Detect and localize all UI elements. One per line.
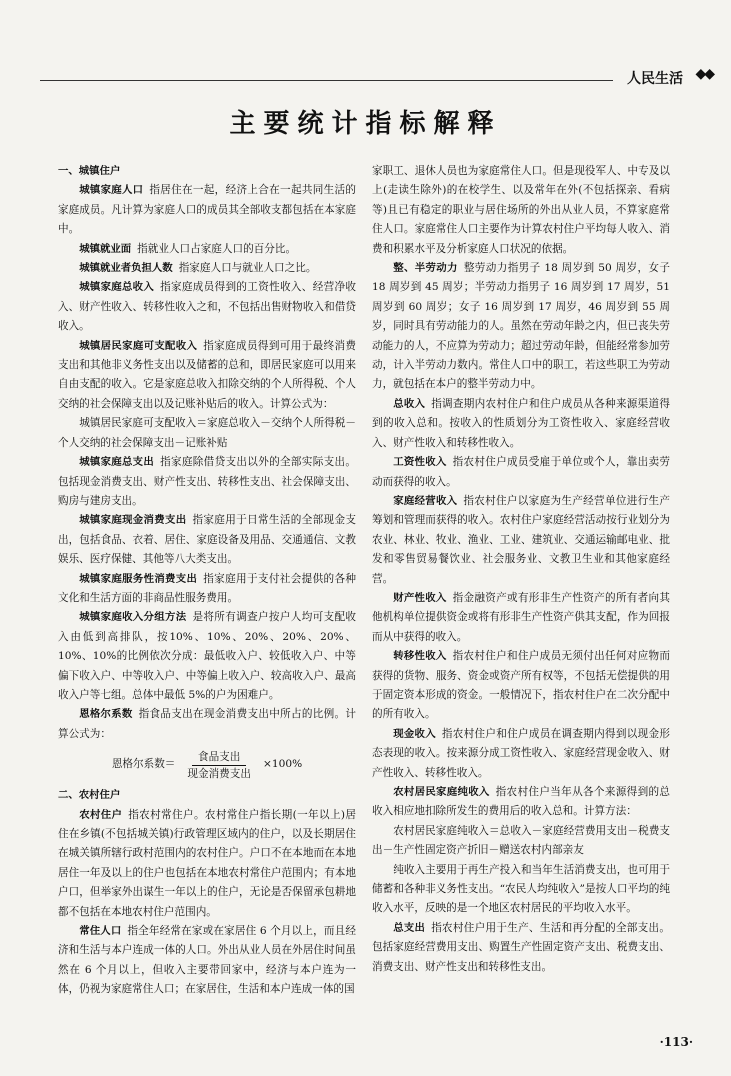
- paragraph: 常住人口 指全年经常在家或在家居住 6 个月以上，而且经济和生活与本户连成一体的人口。外出从业人员在外居住时间虽然在 6 个月以上，但收入主要带回家中，经济与本户连为一体，仍视为家庭常住人口；在家居住，生活和本户连成一体的国: [58, 925, 356, 996]
- paragraph: 城镇家庭人口 指居住在一起，经济上合在一起共同生活的家庭成员。凡计算为家庭人口的成员其全部收支都包括在本家庭中。: [58, 184, 356, 236]
- paragraph: 转移性收入 指农村住户和住户成员无须付出任何对应物而获得的货物、服务、资金或资产所有权等，不包括无偿提供的用于固定资本形成的资金。一般情况下，指农村住户在二次分配中的所有收入。: [372, 650, 671, 721]
- paragraph: 工资性收入 指农村住户成员受雇于单位或个人，靠出卖劳动而获得的收入。: [372, 456, 671, 488]
- formula-fraction: [181, 749, 257, 782]
- engel-formula: [58, 746, 356, 784]
- right-column: [372, 162, 670, 977]
- page-title: 主要统计指标解释: [229, 109, 502, 139]
- paragraph: 财产性收入 指金融资产或有形非生产性资产的所有者向其他机构单位提供资金或将有形非生产性资产供其支配，作为回报而从中获得的收入。: [372, 591, 671, 643]
- page-number: ·113·: [659, 1035, 693, 1049]
- paragraph: 农村居民家庭纯收入 指农村住户当年从各个来源得到的总收入相应地扣除所发生的费用后的收入总和。计算方法：: [372, 786, 671, 818]
- paragraph: 城镇就业面 指就业人口占家庭人口的百分比。: [79, 242, 297, 255]
- section-label: 人民生活: [627, 71, 683, 87]
- formula-denominator: 现金消费支出: [187, 767, 251, 780]
- formula-disposable-income: 城镇居民家庭可支配收入＝家庭总收入－交纳个人所得税－个人交纳的社会保障支出－记账补贴: [58, 417, 356, 449]
- paragraph: 城镇居民家庭可支配收入 指家庭成员得到可用于最终消费支出和其他非义务性支出以及储蓄的总和，即居民家庭可以用来自由支配的收入。它是家庭总收入扣除交纳的个人所得税、个人交纳的社会保障支出以及记账补贴后的收入。计算公式为：: [58, 339, 357, 410]
- paragraph: 总支出 指农村住户用于生产、生活和再分配的全部支出。包括家庭经营费用支出、购置生产性固定资产支出、税费支出、消费支出、财产性支出和转移性支出。: [372, 921, 671, 973]
- paragraph: 总收入 指调查期内农村住户和住户成员从各种来源渠道得到的收入总和。按收入的性质划分为工资性收入、家庭经营收入、财产性收入和转移性收入。: [372, 397, 671, 449]
- paragraph-continued: 家职工、退休人员也为家庭常住人口。但是现役军人、中专及以上(走读生除外)的在校学生、以及常年在外(不包括探亲、看病等)且已有稳定的职业与居住场所的外出从业人员，不算家庭常住人口。家庭常住人口主要作为计算农村住户平均每人收入、消费和积累水平及分析家庭人口状况的依据。: [372, 165, 670, 255]
- formula-rhs: ×100%: [262, 758, 303, 771]
- paragraph: 城镇就业者负担人数 指家庭人口与就业人口之比。: [79, 262, 317, 275]
- section-heading-urban: 一、城镇住户: [58, 165, 121, 177]
- paragraph: 城镇家庭总支出 指家庭除借贷支出以外的全部实际支出。包括现金消费支出、财产性支出、转移性支出、社会保障支出、购房与建房支出。: [58, 456, 356, 507]
- paragraph: 城镇家庭服务性消费支出 指家庭用于支付社会提供的各种文化和生活方面的非商品性服务费用。: [58, 572, 357, 604]
- paragraph: 现金收入 指农村住户和住户成员在调查期内得到以现金形态表现的收入。按来源分成工资性收入、家庭经营现金收入、财产性收入、转移性收入。: [372, 727, 671, 779]
- paragraph: 恩格尔系数 指食品支出在现金消费支出中所占的比例。计算公式为：: [58, 708, 357, 740]
- left-column: [58, 162, 356, 1000]
- paragraph: 农村住户 指农村常住户。农村常住户指长期(一年以上)居住在乡镇(不包括城关镇)行政管理区域内的住户，以及长期居住在城关镇所辖行政村范围内的农村住户。户口不在本地而在本地居住一年及以上的住户也包括在本地农村常住户范围内；有本地户口，但举家外出谋生一年以上的住户，无论是否保留承包耕地都不包括在本地农村住户范围内。: [58, 808, 357, 918]
- formula-lhs: 恩格尔系数＝: [111, 758, 176, 771]
- paragraph: 家庭经营收入 指农村住户以家庭为生产经营单位进行生产筹划和管理而获得的收入。农村住户家庭经营活动按行业划分为农业、林业、牧业、渔业、工业、建筑业、交通运输邮电业、批发和零售贸易餐饮业、社会服务业、文教卫生业和其他家庭经营。: [372, 494, 670, 585]
- paragraph: 城镇家庭现金消费支出 指家庭用于日常生活的全部现金支出，包括食品、衣着、居住、家庭设备及用品、交通通信、文教娱乐、医疗保健、其他等八大类支出。: [58, 514, 357, 566]
- formula-numerator: 食品支出: [192, 749, 246, 766]
- section-heading-rural: 二、农村住户: [58, 789, 121, 802]
- paragraph: 城镇家庭收入分组方法 是将所有调查户按户人均可支配收入由低到高排队，按10%、10%、20%、20%、20%、10%、10%的比例依次分成：最低收入户、较低收入户、中等偏下收入户、中等收入户、中等偏上收入户、较高收入户、最高收入户等七组。总体中最低 5%的户为困难户。: [58, 611, 357, 701]
- diamond-icon: ◆◆: [695, 66, 713, 82]
- paragraph: 城镇家庭总收入 指家庭成员得到的工资性收入、经营净收入、财产性收入、转移性收入之和，不包括出售财物收入和借贷收入。: [58, 281, 356, 333]
- running-header: [40, 62, 713, 88]
- paragraph: 纯收入主要用于再生产投入和当年生活消费支出，也可用于储蓄和各种非义务性支出。“农民人均纯收入”是按人口平均的纯收入水平，反映的是一个地区农村居民的平均收入水平。: [372, 863, 670, 915]
- formula-net-income: 农村居民家庭纯收入＝总收入－家庭经营费用支出－税费支出－生产性固定资产折旧－赠送农村内部亲友: [372, 824, 670, 857]
- paragraph: 整、半劳动力 整劳动力指男子 18 周岁到 50 周岁，女子 18 周岁到 45 周岁；半劳动力指男子 16 周岁到 17 周岁，51 周岁到 60 周岁；女子 16 周岁到 17 周岁，46 周岁到 55 周岁，同时具有劳动能力的人。虽然在劳动年龄之内，但已丧失劳动能力的人，不应算为劳动力；超过劳动年龄，但能经常参加劳动，计入半劳动力数内。常住人口中的职工，若这些职工为劳动力，就包括在本户的整半劳动力中。: [372, 262, 670, 391]
- header-rule: [40, 80, 613, 81]
